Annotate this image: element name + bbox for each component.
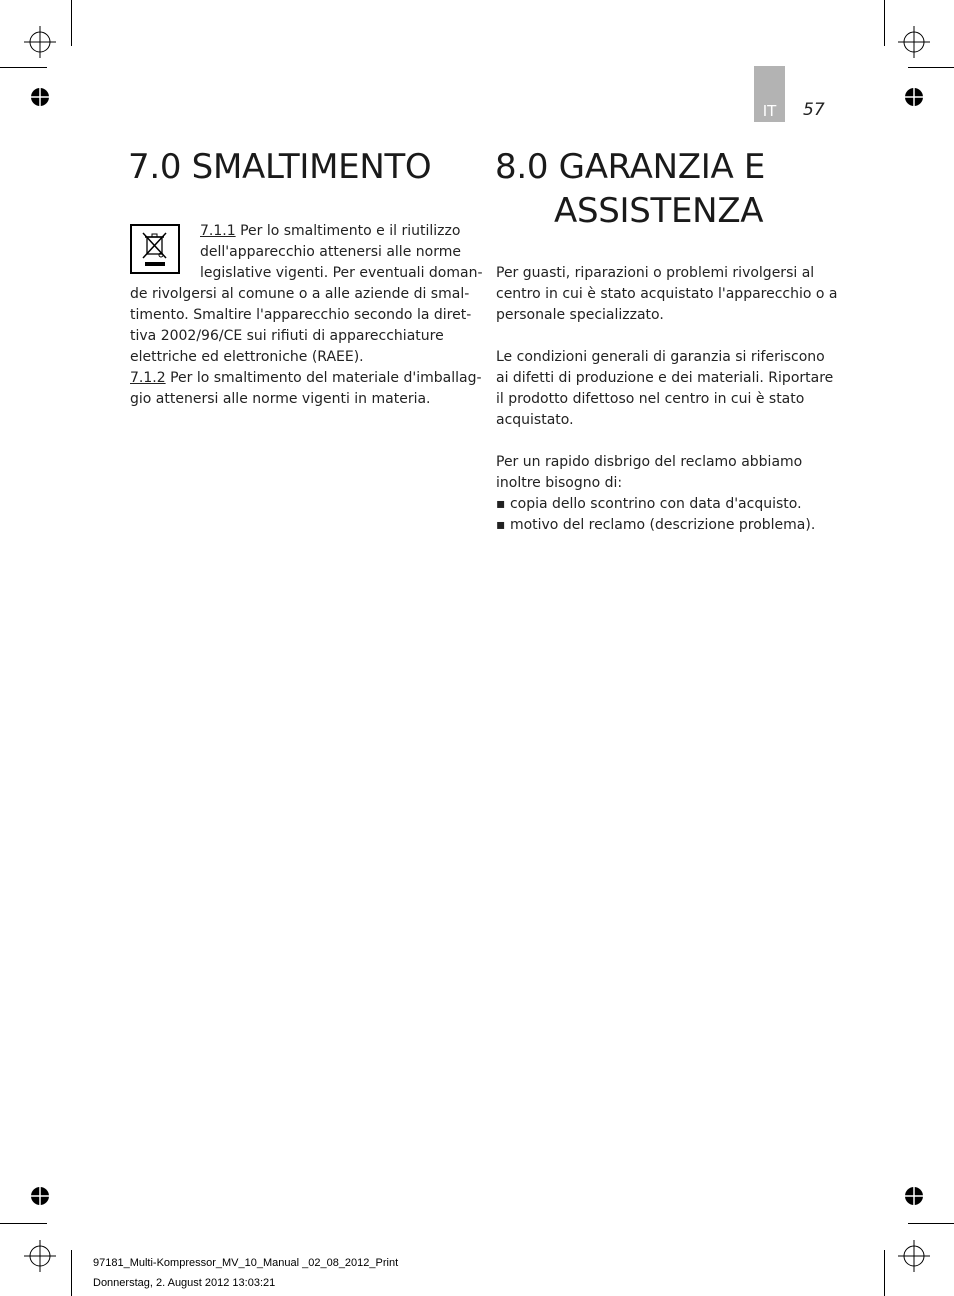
crop-line	[71, 1250, 72, 1296]
paragraph-line: acquistato.	[496, 412, 574, 428]
disposal-line	[130, 368, 482, 389]
registration-crosshair-icon	[898, 1240, 930, 1272]
paragraph-line: personale specializzato.	[496, 307, 664, 323]
bullet-item: ▪ copia dello scontrino con data d'acquisto.	[496, 496, 802, 512]
section-title-garanzia-line1: 8.0 GARANZIA E	[495, 147, 766, 187]
print-info-line1: 97181_Multi-Kompressor_MV_10_Manual _02_08_2012_Print	[93, 1257, 399, 1269]
language-tab	[754, 66, 785, 122]
disposal-line-text: de rivolgersi al comune o a alle aziende di smal-	[130, 286, 470, 302]
disposal-line	[130, 347, 470, 368]
paragraph-line: il prodotto difettoso nel centro in cui è stato	[496, 391, 805, 407]
registration-dot-icon	[903, 86, 925, 108]
warranty-text	[496, 263, 836, 557]
registration-dot-icon	[29, 1185, 51, 1207]
paragraph-line: Per guasti, riparazioni o problemi rivolgersi al	[496, 265, 815, 281]
disposal-line	[130, 305, 470, 326]
disposal-text	[130, 221, 483, 410]
crop-line	[0, 1223, 47, 1224]
registration-crosshair-icon	[898, 26, 930, 58]
crop-line	[908, 67, 954, 68]
section-ref-7-1-2: 7.1.2	[130, 370, 166, 386]
disposal-line	[130, 326, 470, 347]
registration-crosshair-icon	[24, 26, 56, 58]
disposal-line-text: dell'apparecchio attenersi alle norme	[200, 244, 461, 260]
crop-line	[0, 67, 47, 68]
page-number: 57	[803, 100, 825, 120]
crop-line	[71, 0, 72, 46]
disposal-line-text: legislative vigenti. Per eventuali doman-	[200, 265, 483, 281]
disposal-line-text: gio attenersi alle norme vigenti in materia.	[130, 391, 431, 407]
section-title-garanzia-line2: ASSISTENZA	[554, 191, 764, 231]
crop-line	[884, 0, 885, 46]
warranty-paragraph-2	[496, 347, 836, 431]
registration-crosshair-icon	[24, 1240, 56, 1272]
crop-line	[908, 1223, 954, 1224]
disposal-line-text: timento. Smaltire l'apparecchio secondo la diret-	[130, 307, 472, 323]
disposal-line-text: Per lo smaltimento del materiale d'imballag-	[165, 370, 482, 386]
disposal-line	[130, 242, 470, 263]
print-info-line2: Donnerstag, 2. August 2012 13:03:21	[93, 1277, 276, 1289]
disposal-line	[130, 389, 470, 410]
disposal-line	[130, 284, 470, 305]
warranty-paragraph-1	[496, 263, 836, 326]
disposal-line	[130, 221, 470, 242]
paragraph-line: ai difetti di produzione e dei materiali. Riportare	[496, 370, 834, 386]
warranty-paragraph-3	[496, 452, 836, 536]
disposal-line-text: elettriche ed elettroniche (RAEE).	[130, 349, 364, 365]
paragraph-line: Le condizioni generali di garanzia si riferiscono	[496, 349, 825, 365]
paragraph-line: Per un rapido disbrigo del reclamo abbiamo	[496, 454, 803, 470]
disposal-line-text: tiva 2002/96/CE sui rifiuti di apparecchiature	[130, 328, 444, 344]
disposal-line-text: Per lo smaltimento e il riutilizzo	[235, 223, 461, 239]
section-ref-7-1-1: 7.1.1	[200, 223, 236, 239]
language-tab-label: IT	[762, 102, 777, 120]
section-title-smaltimento: 7.0 SMALTIMENTO	[128, 147, 432, 187]
paragraph-line: centro in cui è stato acquistato l'apparecchio o a	[496, 286, 838, 302]
disposal-line	[130, 263, 483, 284]
paragraph-line: inoltre bisogno di:	[496, 475, 623, 491]
bullet-item: ▪ motivo del reclamo (descrizione problema).	[496, 517, 816, 533]
registration-dot-icon	[903, 1185, 925, 1207]
crop-line	[884, 1250, 885, 1296]
registration-dot-icon	[29, 86, 51, 108]
